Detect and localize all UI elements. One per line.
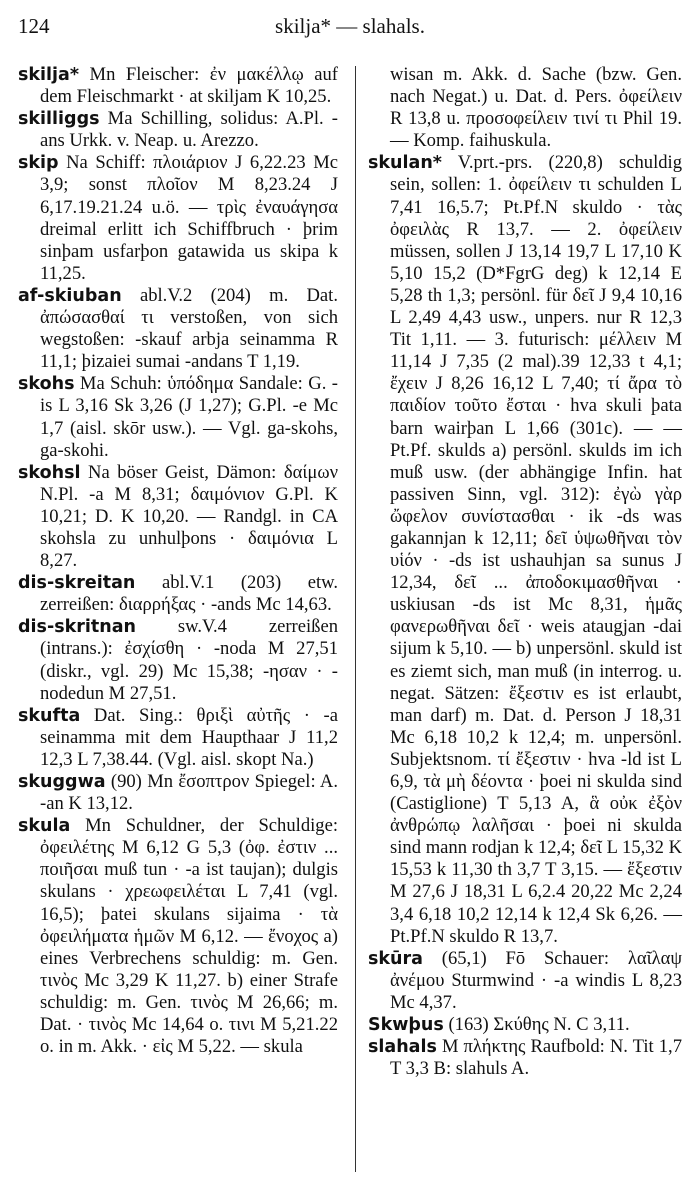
entry-lemma: skuggwa — [18, 772, 106, 792]
dictionary-entry — [18, 705, 338, 771]
entry-text: Na böser Geist, Dämon: δαίμων N.Pl. -a M 8,31; δαιμόνιον G.Pl. K 10,21; D. K 10,20. — Randgl. in CA skohsla zu unhulþons · δαιμόνια L 8,27. — [40, 461, 338, 572]
entry-lemma: skula — [18, 816, 71, 837]
entry-lemma: skilliggs — [18, 109, 100, 130]
entry-text: M πλήκτης Raufbold: N. Tit 1,7 T 3,3 B: slahuls A. — [390, 1036, 682, 1080]
entry-lemma: slahals — [368, 1037, 437, 1058]
dictionary-entry-continuation — [368, 64, 682, 152]
dictionary-entry — [18, 815, 338, 1058]
entry-lemma: skilja* — [18, 65, 80, 85]
dictionary-entry — [18, 64, 338, 108]
entry-text: Mn Schuldner, der Schuldige: ὀφειλέτης M 6,12 G 5,3 (ὀφ. ἐστιν ... ποιῆσαι muß tun · -a ist taujan); dulgis skulans · χρεωφειλέται L 7,41 (vgl. 16,5); þatei skulans sijaima · τὰ ὀφειλήματα ἡμῶν M 6,12. — ἔνοχος a) eines Verbrechens schuldig: m. Gen. τινὸς Mc 3,29 K 11,27. b) einer Strafe schuldig: m. Gen. τινὸς M 26,66; m. Dat. · τινὸς Mc 14,64 o. τινι M 5,21.22 o. in m. Akk. · εἰς M 5,22. — skula — [40, 815, 338, 1058]
dictionary-entry — [368, 1014, 682, 1036]
running-head: skilja* — slahals. — [275, 14, 425, 38]
entry-text: (163) Σκύθης N. C 3,11. — [443, 1014, 630, 1036]
dictionary-entry — [18, 616, 338, 704]
entry-text: V.prt.-prs. (220,8) schuldig sein, sollen: 1. ὀφείλειν τι schulden L 7,41 16,5.7; Pt.Pf.N skuldo · τὰς ὀφειλὰς R 13,7. — 2. ὀφείλειν müssen, sollen J 13,14 19,7 L 17,10 K 5,10 15,2 (D*FgrG deg) k 12,14 E 5,28 th 1,3; persönl. für δεῖ J 9,4 10,16 L 2,49 4,43 usw., unpers. nur R 12,3 Tit 1,11. — 3. futurisch: μέλλειν M 11,14 J 7,35 (2 mal).39 12,33 t 4,1; ἔχειν J 8,26 16,12 L 7,40; τί ἄρα τὸ παιδίον τοῦτο ἔσται · hva skuli þata barn wairþan L 1,66 (301c). — — Pt.Pf. skulds a) persönl. skulds im ich muß usw. (der abhängige Infin. hat passiven Sinn, vgl. 312): ἐγὼ γὰρ ὤφελον συνίστασθαι · ik -ds was gakannjan k 12,11; δεῖ ὑψωθῆναι τὸν υἱόν · -ds ist ushauhjan sa sunus J 12,34, δεῖ ... ἀποδοκιμασθῆναι · uskiusan -ds ist Mc 8,31, ἡμᾶς φανερωθῆναι δεῖ · weis ataugjan -dai sijum k 5,10. — b) unpersönl. skuld ist es ziemt sich, man muß (in interrog. u. negat. Sätzen: ἔξεστιν es ist erlaubt, man darf) m. Dat. d. Person J 18,31 Mc 6,18 10,2 k 12,4; m. unpersönl. Subjektsnom. τί ἔξεστιν · hva -ld ist L 6,9, τὰ μὴ δέοντα · þoei ni skulda sind (Castiglione) T 5,13 A, ἃ οὐκ ἐξὸν ἀνθρώπῳ λαλῆσαι · þoei ni skulda sind mann rodjan k 12,4; δεῖ L 15,32 K 15,53 k 11,30 th 3,7 T 3,15. — ἔξεστιν M 27,6 J 18,31 L 6,2.4 20,22 Mc 2,24 3,4 6,18 10,2 12,14 k 12,4 Sk 6,26. — Pt.Pf.N skuldo R 13,7. — [390, 152, 682, 947]
entry-text: Ma Schuh: ὑπόδημα Sandale: G. -is L 3,16 Sk 3,26 (J 1,27); G.Pl. -e Mc 1,7 (aisl. skōr usw.). — Vgl. ga-skohs, ga-skohi. — [40, 373, 338, 461]
entry-text: (65,1) Fō Schauer: λαῖλαψ ἀνέμου Sturmwind · -a windis L 8,23 Mc 4,37. — [390, 947, 682, 1013]
dictionary-entry — [18, 108, 338, 152]
right-column — [368, 64, 682, 1080]
entry-text: abl.V.1 (203) etw. zerreißen: διαρρήξας · -ands Mc 14,63. — [40, 572, 338, 616]
dictionary-entry — [18, 285, 338, 373]
entry-lemma: skūra — [368, 948, 423, 969]
entry-lemma: skufta — [18, 705, 81, 726]
entry-lemma: skohs — [18, 374, 75, 395]
dictionary-entry — [368, 948, 682, 1014]
entry-text: sw.V.4 zerreißen (intrans.): ἐσχίσθη · -noda M 27,51 (diskr., vgl. 29) Mc 15,38; -ησαν · -nodedun M 27,51. — [40, 616, 338, 704]
dictionary-entry — [18, 572, 338, 616]
entry-lemma: dis-skritnan — [18, 617, 136, 638]
left-column — [18, 64, 338, 1058]
page-number: 124 — [18, 14, 50, 38]
entry-lemma: af-skiuban — [18, 285, 122, 306]
entry-text: (90) Mn ἔσοπτρον Spiegel: A. -an K 13,12. — [40, 771, 338, 815]
dictionary-entry — [18, 373, 338, 461]
entry-lemma: skip — [18, 153, 59, 174]
entry-lemma: Skwþus — [368, 1015, 444, 1036]
entry-text: abl.V.2 (204) m. Dat. ἀπώσασθαί τι verstoßen, von sich wegstoßen: -skauf arbja seinamma R 11,1; þizaiei sumai -andans T 1,19. — [40, 284, 338, 373]
entry-text: Ma Schilling, solidus: A.Pl. -ans Urkk. v. Neap. u. Arezzo. — [40, 108, 338, 152]
entry-lemma: skohsl — [18, 462, 81, 483]
entry-text: Na Schiff: πλοιάριον J 6,22.23 Mc 3,9; sonst πλοῖον M 8,23.24 J 6,17.19.21.24 u.ö. — τρὶς ἐναυάγησα dreimal erlitt ich Schiffbruch · þrim sinþam usfarþon gatawida us skipa k 11,25. — [40, 152, 338, 284]
entry-text: Mn Fleischer: ἐν μακέλλῳ auf dem Fleischmarkt · at skiljam K 10,25. — [40, 64, 338, 108]
dictionary-entry — [18, 152, 338, 285]
dictionary-entry — [18, 771, 338, 815]
entry-lemma: dis-skreitan — [18, 573, 136, 594]
page-header — [18, 14, 682, 44]
dictionary-entry — [368, 152, 682, 947]
entry-lemma: skulan* — [368, 153, 442, 174]
column-divider — [355, 66, 356, 1172]
entry-text: wisan m. Akk. d. Sache (bzw. Gen. nach Negat.) u. Dat. d. Pers. ὀφείλειν R 13,8 u. προσοφείλειν τινί τι Phil 19. — Komp. faihuskula. — [390, 64, 682, 152]
entry-text: Dat. Sing.: θριξὶ αὐτῆς · -a seinamma mit dem Haupthaar J 11,2 12,3 L 7,38.44. (Vgl. aisl. skopt Na.) — [40, 704, 338, 770]
dictionary-entry — [18, 462, 338, 572]
dictionary-columns — [18, 64, 682, 1189]
dictionary-entry — [368, 1036, 682, 1080]
